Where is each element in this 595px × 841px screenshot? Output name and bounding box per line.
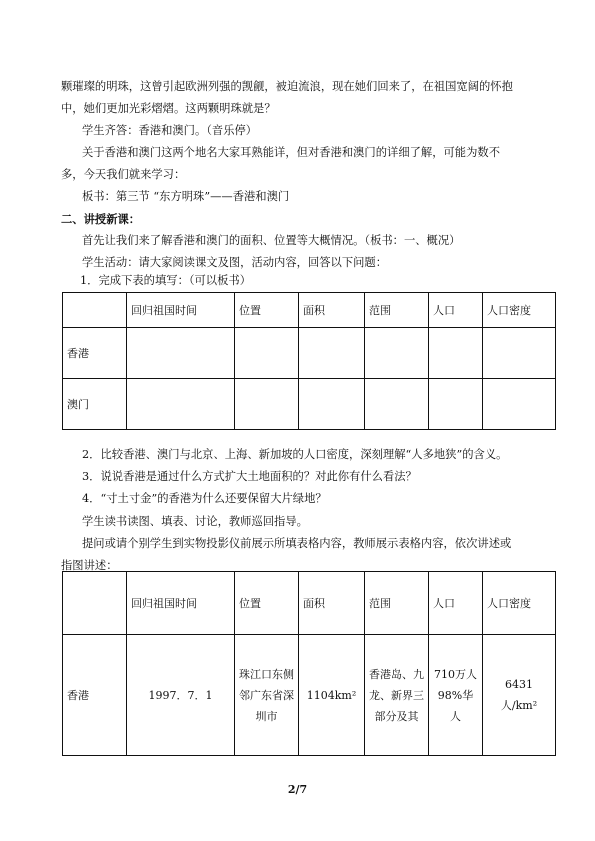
table-header-cell: 位置 xyxy=(235,572,299,635)
table-header-cell: 人口密度 xyxy=(483,293,556,328)
row-label-hongkong: 香港 xyxy=(63,328,127,379)
section-heading: 二、讲授新课： xyxy=(61,212,141,226)
table-header-row xyxy=(63,572,556,635)
question-3: 3．说说香港是通过什么方式扩大土地面积的？对此你有什么看法？ xyxy=(82,470,417,483)
range-cell: 香港岛、九龙、新界三部分及其 xyxy=(365,635,429,756)
table-header-cell: 人口密度 xyxy=(483,572,556,635)
table-header-cell: 回归祖国时间 xyxy=(127,572,235,635)
paragraph-line: 学生读书读图、填表、讨论，教师巡回指导。 xyxy=(82,515,308,528)
table-header-cell: 回归祖国时间 xyxy=(127,293,235,328)
table-row xyxy=(63,635,556,756)
table-cell xyxy=(299,379,365,430)
table-cell xyxy=(299,328,365,379)
population-cell: 710万人98%华人 xyxy=(429,635,483,756)
paragraph-line: 多，今天我们就来学习： xyxy=(61,168,186,181)
page-number: 2/7 xyxy=(287,783,308,796)
table-cell xyxy=(365,379,429,430)
table-header-cell: 面积 xyxy=(299,572,365,635)
table-header-cell: 范围 xyxy=(365,572,429,635)
question-1: 1．完成下表的填写：（可以板书） xyxy=(80,274,251,287)
table-cell xyxy=(127,379,235,430)
table-cell xyxy=(235,379,299,430)
table-header-cell: 位置 xyxy=(235,293,299,328)
answer-table xyxy=(62,571,556,756)
table-header-cell xyxy=(63,572,127,635)
row-label-macau: 澳门 xyxy=(63,379,127,430)
fill-in-table xyxy=(62,292,556,430)
paragraph-line: 提问或请个别学生到实物投影仪前展示所填表格内容，教师展示表格内容，依次讲述或 xyxy=(82,537,512,550)
location-cell: 珠江口东侧邻广东省深圳市 xyxy=(235,635,299,756)
area-cell: 1104km² xyxy=(299,635,365,756)
table-header-cell xyxy=(63,293,127,328)
table-header-cell: 人口 xyxy=(429,293,483,328)
table-row xyxy=(63,379,556,430)
table-cell xyxy=(429,328,483,379)
return-date-cell: 1997．7．1 xyxy=(127,635,235,756)
table-header-cell: 范围 xyxy=(365,293,429,328)
table-cell xyxy=(235,328,299,379)
table-cell xyxy=(127,328,235,379)
paragraph-line: 学生齐答：香港和澳门。（音乐停） xyxy=(82,124,258,137)
table-header-cell: 面积 xyxy=(299,293,365,328)
paragraph-line: 首先让我们来了解香港和澳门的面积、位置等大概情况。（板书：一、概况） xyxy=(82,234,461,247)
blackboard-note: 板书：第三节 “东方明珠”——香港和澳门 xyxy=(82,190,290,203)
paragraph-line: 中，她们更加光彩熠熠。这两颗明珠就是？ xyxy=(61,102,276,115)
density-cell: 6431人/km² xyxy=(483,635,556,756)
paragraph-line: 颗璀璨的明珠，这曾引起欧洲列强的觊觎，被迫流浪，现在她们回来了，在祖国宽阔的怀抱 xyxy=(61,80,513,93)
table-cell xyxy=(365,328,429,379)
question-2: 2．比较香港、澳门与北京、上海、新加坡的人口密度，深刻理解“人多地狭”的含义。 xyxy=(82,448,508,461)
paragraph-line: 指图讲述： xyxy=(61,559,118,572)
question-4: 4．“寸土寸金”的香港为什么还要保留大片绿地？ xyxy=(82,492,327,505)
table-row xyxy=(63,328,556,379)
paragraph-line: 学生活动：请大家阅读课文及图，活动内容，回答以下问题： xyxy=(82,256,388,269)
table-header-row xyxy=(63,293,556,328)
paragraph-line: 关于香港和澳门这两个地名大家耳熟能详，但对香港和澳门的详细了解，可能为数不 xyxy=(82,146,500,159)
table-cell xyxy=(429,379,483,430)
table-cell xyxy=(483,328,556,379)
table-cell xyxy=(483,379,556,430)
row-label-hongkong: 香港 xyxy=(63,635,127,756)
table-header-cell: 人口 xyxy=(429,572,483,635)
